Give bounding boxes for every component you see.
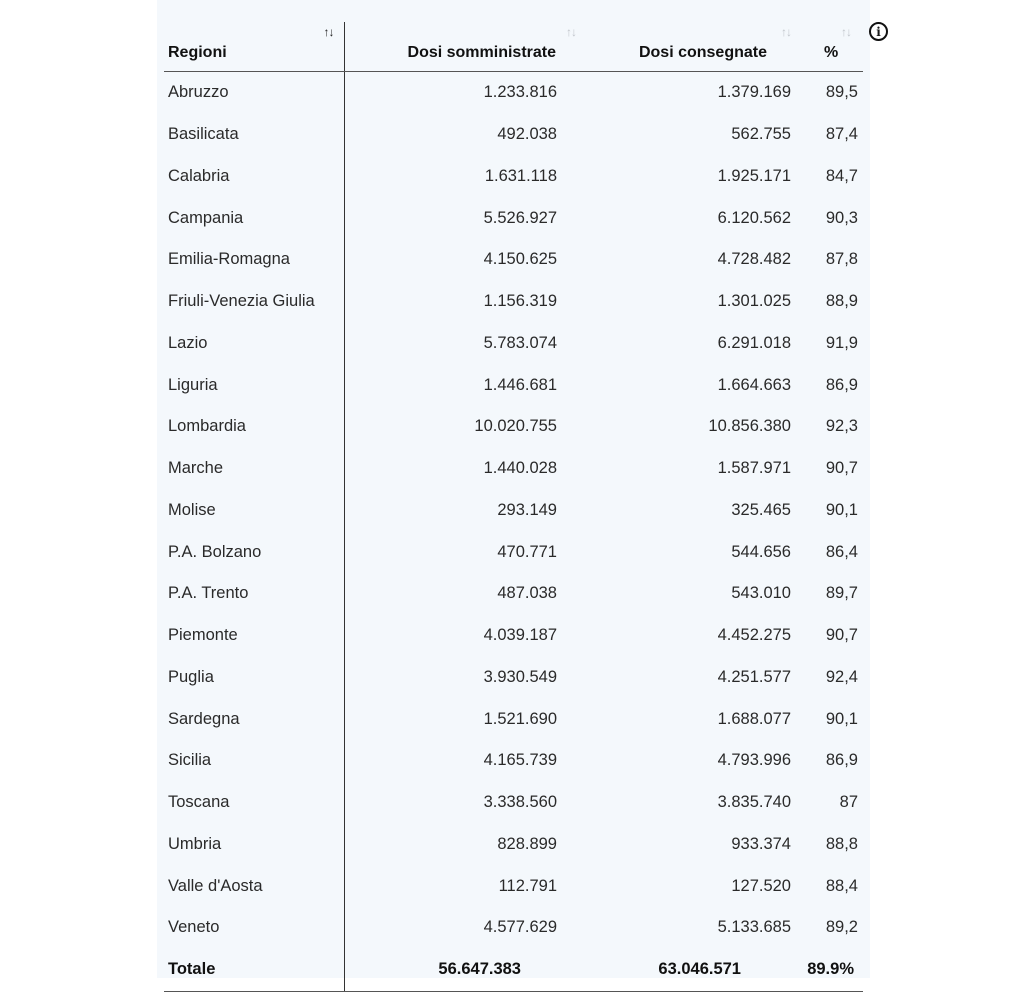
doses-delivered: 4.728.482 — [717, 250, 791, 269]
header-dosi-consegnate[interactable] — [590, 22, 797, 72]
doses-delivered: 562.755 — [731, 125, 791, 144]
doses-administered: 492.038 — [497, 125, 557, 144]
region-name: Toscana — [164, 782, 344, 824]
header-dosi-somministrate[interactable] — [344, 22, 590, 72]
header-regioni[interactable] — [164, 22, 344, 72]
region-name: Puglia — [164, 657, 344, 699]
region-name: Abruzzo — [164, 72, 344, 114]
header-label: % — [824, 44, 839, 61]
region-name: Umbria — [164, 824, 344, 866]
doses-administered: 4.039.187 — [483, 626, 557, 645]
doses-delivered: 1.587.971 — [717, 459, 791, 478]
total-percent: 89.9% — [797, 949, 863, 992]
vaccine-doses-table — [164, 22, 863, 992]
table-row — [164, 907, 863, 949]
percent-value: 90,7 — [825, 459, 858, 478]
region-name: Basilicata — [164, 114, 344, 156]
percent-value: 88,4 — [825, 876, 858, 895]
region-name: Sardegna — [164, 698, 344, 740]
doses-administered: 4.150.625 — [483, 250, 557, 269]
table-body — [164, 72, 863, 949]
header-label: Regioni — [168, 44, 227, 61]
table-row — [164, 865, 863, 907]
table-row — [164, 364, 863, 406]
percent-value: 86,4 — [825, 542, 858, 561]
total-delivered: 63.046.571 — [590, 949, 797, 992]
doses-administered: 1.233.816 — [483, 83, 557, 102]
percent-value: 88,8 — [825, 834, 858, 853]
table-row — [164, 448, 863, 490]
percent-value: 86,9 — [825, 751, 858, 770]
doses-delivered: 5.133.685 — [717, 918, 791, 937]
doses-delivered: 6.291.018 — [717, 333, 791, 352]
percent-value: 89,7 — [825, 584, 858, 603]
region-name: Calabria — [164, 156, 344, 198]
percent-value: 84,7 — [825, 166, 858, 185]
percent-value: 90,7 — [825, 626, 858, 645]
total-administered: 56.647.383 — [344, 949, 590, 992]
doses-delivered: 4.251.577 — [717, 667, 791, 686]
doses-administered: 5.783.074 — [483, 333, 557, 352]
region-name: Sicilia — [164, 740, 344, 782]
table-row — [164, 782, 863, 824]
header-percent[interactable] — [797, 22, 863, 72]
doses-delivered: 4.793.996 — [717, 751, 791, 770]
percent-value: 89,2 — [825, 918, 858, 937]
doses-delivered: 1.925.171 — [717, 166, 791, 185]
doses-administered: 4.577.629 — [483, 918, 557, 937]
info-icon[interactable]: i — [869, 22, 888, 41]
region-name: Lazio — [164, 323, 344, 365]
doses-administered: 5.526.927 — [483, 208, 557, 227]
region-name: Liguria — [164, 364, 344, 406]
doses-administered: 4.165.739 — [483, 751, 557, 770]
percent-value: 92,3 — [825, 417, 858, 436]
doses-administered: 487.038 — [497, 584, 557, 603]
doses-administered: 112.791 — [498, 876, 557, 895]
doses-administered: 828.899 — [497, 834, 557, 853]
doses-delivered: 544.656 — [731, 542, 791, 561]
doses-delivered: 543.010 — [731, 584, 791, 603]
region-name: Valle d'Aosta — [164, 865, 344, 907]
table-row — [164, 197, 863, 239]
percent-value: 91,9 — [825, 333, 858, 352]
sort-arrows-icon[interactable]: ↑↓ — [781, 25, 791, 39]
total-row — [164, 949, 863, 992]
percent-value: 90,1 — [825, 500, 858, 519]
doses-administered: 1.440.028 — [483, 459, 557, 478]
table-row — [164, 156, 863, 198]
table-row — [164, 573, 863, 615]
sort-arrows-icon[interactable]: ↑↓ — [323, 25, 334, 39]
region-name: Campania — [164, 197, 344, 239]
region-name: Piemonte — [164, 615, 344, 657]
total-label: Totale — [164, 949, 344, 992]
doses-delivered: 1.301.025 — [717, 292, 791, 311]
header-label: Dosi consegnate — [638, 44, 767, 61]
region-name: Molise — [164, 490, 344, 532]
region-name: Emilia-Romagna — [164, 239, 344, 281]
doses-administered: 1.446.681 — [483, 375, 557, 394]
region-name: Marche — [164, 448, 344, 490]
region-name: Veneto — [164, 907, 344, 949]
table-row — [164, 323, 863, 365]
percent-value: 87,8 — [825, 250, 858, 269]
sort-arrows-icon[interactable]: ↑↓ — [841, 25, 851, 39]
region-name: Friuli-Venezia Giulia — [164, 281, 344, 323]
percent-value: 88,9 — [825, 292, 858, 311]
doses-delivered: 6.120.562 — [717, 208, 791, 227]
doses-administered: 3.930.549 — [483, 667, 557, 686]
percent-value: 86,9 — [825, 375, 858, 394]
table-row — [164, 740, 863, 782]
percent-value: 90,1 — [825, 709, 858, 728]
percent-value: 92,4 — [825, 667, 858, 686]
table-row — [164, 72, 863, 114]
doses-delivered: 4.452.275 — [717, 626, 791, 645]
region-name: P.A. Bolzano — [164, 531, 344, 573]
doses-delivered: 10.856.380 — [708, 417, 791, 436]
table-row — [164, 615, 863, 657]
doses-delivered: 1.664.663 — [717, 375, 791, 394]
doses-administered: 1.156.319 — [483, 292, 557, 311]
doses-administered: 293.149 — [497, 500, 557, 519]
percent-value: 87,4 — [825, 125, 858, 144]
table-row — [164, 698, 863, 740]
doses-administered: 3.338.560 — [483, 793, 557, 812]
doses-delivered: 1.379.169 — [717, 83, 791, 102]
table-row — [164, 531, 863, 573]
doses-delivered: 127.520 — [731, 876, 791, 895]
region-name: P.A. Trento — [164, 573, 344, 615]
table-row — [164, 114, 863, 156]
doses-delivered: 325.465 — [731, 500, 791, 519]
table-header-row — [164, 22, 863, 72]
doses-administered: 10.020.755 — [474, 417, 557, 436]
table-row — [164, 824, 863, 866]
doses-delivered: 1.688.077 — [717, 709, 791, 728]
header-label: Dosi somministrate — [407, 44, 556, 61]
table-row — [164, 281, 863, 323]
table-row — [164, 657, 863, 699]
doses-administered: 1.521.690 — [483, 709, 557, 728]
doses-administered: 470.771 — [497, 542, 557, 561]
region-name: Lombardia — [164, 406, 344, 448]
table-row — [164, 239, 863, 281]
doses-delivered: 3.835.740 — [717, 793, 791, 812]
percent-value: 87 — [839, 793, 858, 812]
percent-value: 90,3 — [825, 208, 858, 227]
percent-value: 89,5 — [825, 83, 858, 102]
table-row — [164, 490, 863, 532]
sort-arrows-icon[interactable]: ↑↓ — [566, 25, 576, 39]
doses-administered: 1.631.118 — [484, 166, 557, 185]
table-row — [164, 406, 863, 448]
doses-delivered: 933.374 — [731, 834, 791, 853]
